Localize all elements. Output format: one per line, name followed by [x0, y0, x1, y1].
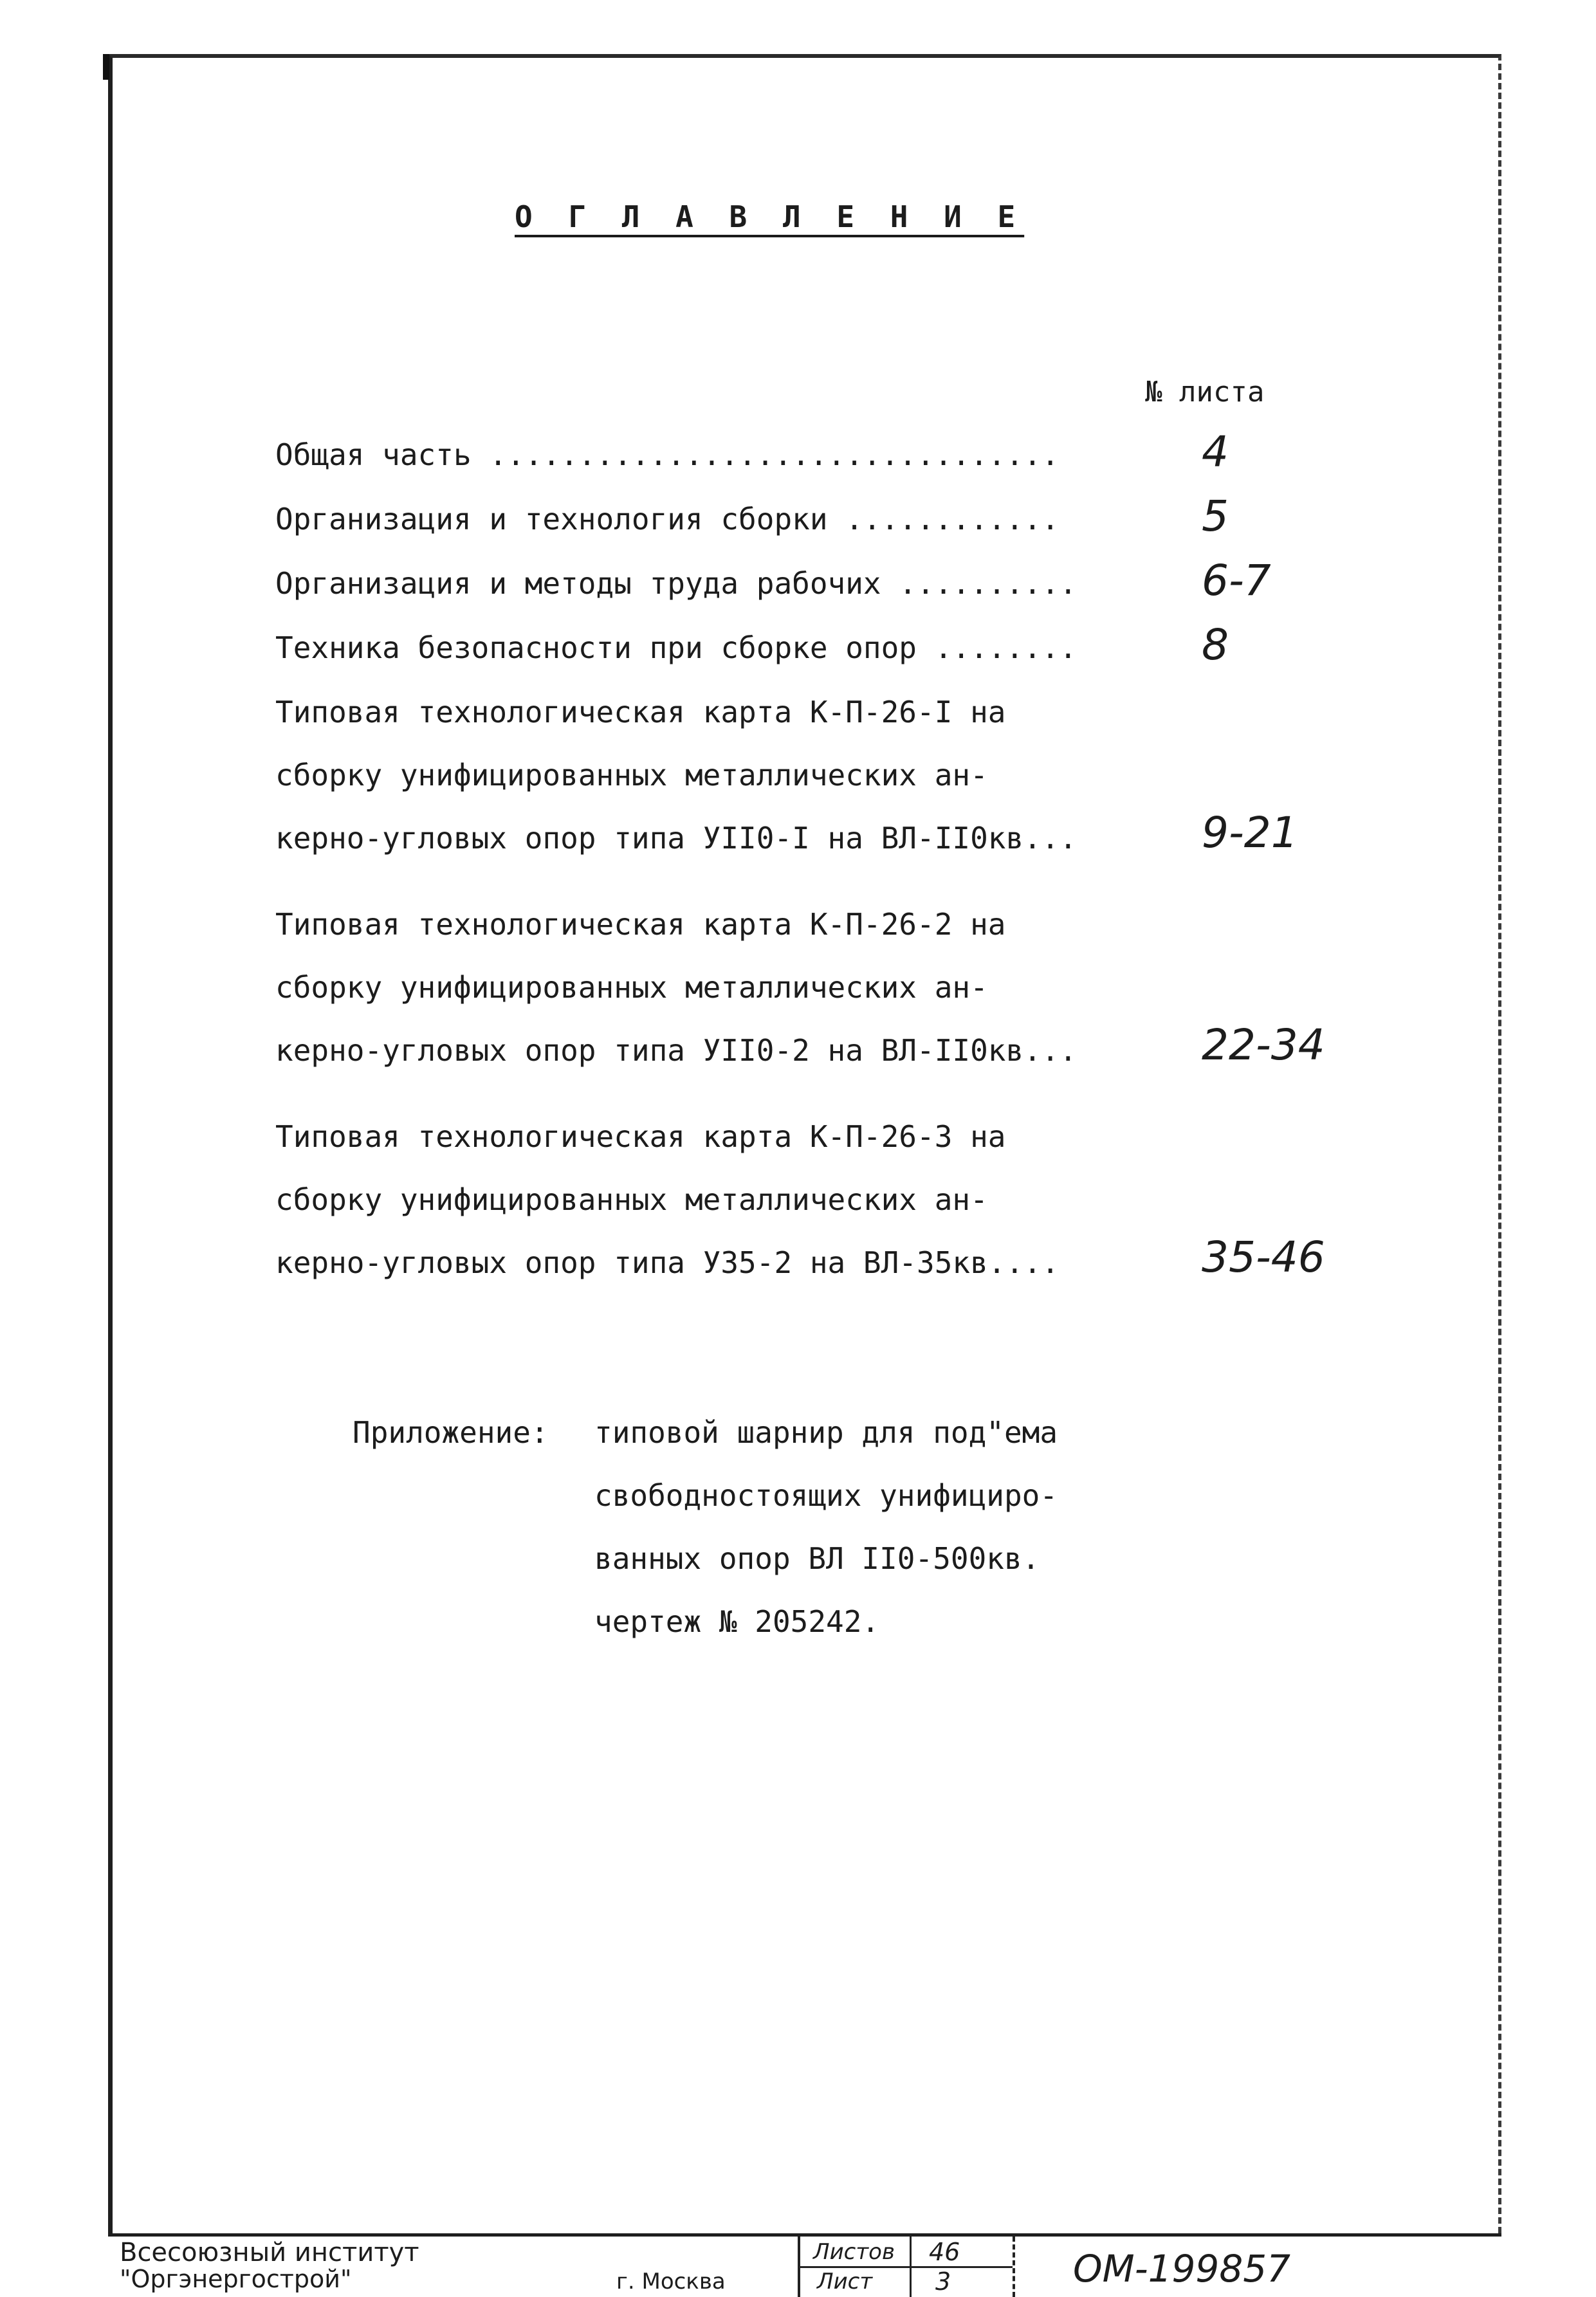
appendix-label: Приложение:	[353, 1415, 549, 1450]
toc-card-line: Типовая технологическая карта К-П-26-2 на	[275, 907, 1006, 942]
toc-entry-page: 35-46	[1202, 1232, 1325, 1282]
toc-card-entry	[275, 695, 1343, 907]
table-of-contents	[275, 427, 1343, 1332]
toc-entry-title: Организация и методы труда рабочих ..........	[275, 566, 1078, 601]
toc-card-line: керно-угловых опор типа УII0-I на ВЛ-II0кв...	[275, 821, 1078, 856]
sheet-count-box	[798, 2237, 1015, 2297]
toc-card-line: сборку унифицированных металлических ан-	[275, 1182, 988, 1217]
box-divider	[800, 2266, 1013, 2268]
page-title: О Г Л А В Л Е Н И Е	[515, 199, 1025, 234]
toc-entry-page: 5	[1202, 491, 1229, 541]
sheet-number-label: Лист	[817, 2269, 873, 2294]
toc-card-line: сборку унифицированных металлических ан-	[275, 758, 988, 792]
appendix-line: чертеж № 205242.	[594, 1604, 880, 1639]
toc-entry-title: Общая часть ................................	[275, 437, 1059, 472]
toc-card-line: керно-угловых опор типа У35-2 на ВЛ-35кв....	[275, 1245, 1059, 1280]
toc-entry-page: 8	[1202, 620, 1229, 670]
sheet-number-header: № листа	[1145, 376, 1265, 408]
document-number: ОМ-199857	[1073, 2247, 1291, 2291]
toc-card-line: керно-угловых опор типа УII0-2 на ВЛ-II0кв...	[275, 1033, 1078, 1068]
appendix-line: типовой шарнир для под"ема	[594, 1415, 1058, 1450]
sheet-number-value: 3	[935, 2267, 951, 2296]
toc-entry-page: 22-34	[1202, 1020, 1325, 1070]
city-label: г. Москва	[616, 2269, 726, 2294]
toc-entry-title: Техника безопасности при сборке опор ........	[275, 630, 1078, 665]
appendix-line: ванных опор ВЛ II0-500кв.	[594, 1541, 1040, 1576]
toc-card-line: сборку унифицированных металлических ан-	[275, 970, 988, 1005]
sheets-total-label: Листов	[813, 2239, 895, 2265]
toc-card-line: Типовая технологическая карта К-П-26-I на	[275, 695, 1006, 729]
toc-entry	[275, 620, 1343, 695]
toc-entry	[275, 491, 1343, 566]
toc-entry-title: Организация и технология сборки ............	[275, 502, 1059, 536]
toc-entry-page: 6-7	[1202, 556, 1271, 605]
sheets-total-value: 46	[929, 2238, 960, 2266]
toc-entry	[275, 427, 1343, 502]
toc-entry	[275, 556, 1343, 630]
frame-corner-mark	[103, 54, 109, 80]
toc-card-entry	[275, 1119, 1343, 1332]
title-block-stamp	[108, 2233, 1501, 2294]
toc-entry-page: 4	[1202, 427, 1229, 477]
box-divider	[910, 2237, 912, 2297]
toc-entry-page: 9-21	[1202, 808, 1298, 857]
appendix-line: свободностоящих унифициро-	[594, 1478, 1058, 1513]
toc-card-line: Типовая технологическая карта К-П-26-3 на	[275, 1119, 1006, 1154]
institute-subname: "Оргэнергострой"	[120, 2265, 352, 2293]
toc-card-entry	[275, 907, 1343, 1119]
institute-name: Всесоюзный институт	[120, 2238, 419, 2267]
